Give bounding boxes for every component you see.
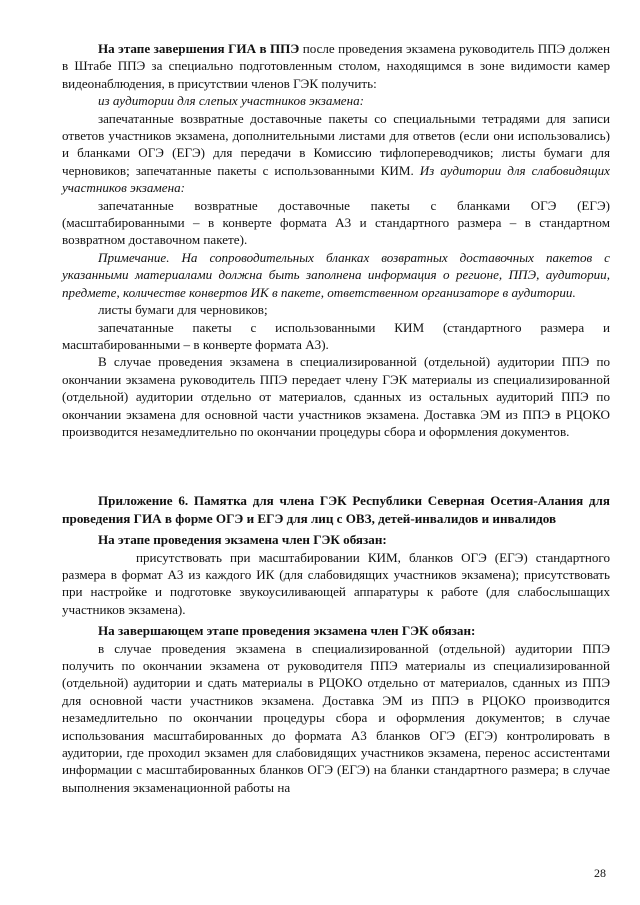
lowvision-room-item: запечатанные возвратные доставочные пакеты с бланками ОГЭ (ЕГЭ) (масштабированными – в конверте формата А3 и стандартного размера – в стандартном возвратном доставочном пакете). [62,197,610,248]
note-paragraph: Примечание. На сопроводительных бланках возвратных доставочных пакетов с указанными материалами должна быть заполнена информация о регионе, ППЭ, аудитории, предмете, количестве конвертов ИК в пакете, ответственном организаторе в аудитории. [62,249,610,300]
page-number: 28 [594,866,606,880]
completion-stage-lead: На этапе завершения ГИА в ППЭ [98,41,300,56]
paragraph-completion-stage [62,40,610,92]
blind-room-heading: из аудитории для слепых участников экзамена: [98,93,365,109]
during-exam-heading: На этапе проведения экзамена член ГЭК обязан: [98,532,387,548]
blind-room-item [62,110,610,197]
appendix-title: Приложение 6. Памятка для члена ГЭК Республики Северная Осетия-Алания для проведения ГИА в форме ОГЭ и ЕГЭ для лиц с ОВЗ, детей-инвалидов и инвалидов [62,493,610,526]
document-page [62,40,610,796]
special-room-paragraph: В случае проведения экзамена в специализированной (отдельной) аудитории ППЭ по окончании экзамена руководитель ППЭ передает члену ГЭК материалы из специализированной (отдельной) аудитории отдельно от материалов, сданных из остальных аудиторий ППЭ по окончании экзамена для основной части участников экзамена. Доставка ЭМ из ППЭ в РЦОКО производится незамедлительно по окончании процедуры сбора и оформления документов. [62,354,610,439]
drafts-paragraph: листы бумаги для черновиков; [98,302,268,318]
during-exam-text: присутствовать при масштабировании КИМ, бланков ОГЭ (ЕГЭ) стандартного размера в формат А3 из каждого ИК (для слабовидящих участников экзамена); присутствовать при настройке и подготовке звукоусиливающей аппаратуры к работе (для слабослышащих участников экзамена). [62,549,610,617]
section-gap [62,440,610,492]
lowvision-room-heading: Из аудитории для слабовидящих участников экзамена: [62,162,610,196]
completion-stage-text: после проведения экзамена руководитель ППЭ должен в Штабе ППЭ за специально подготовленным столом, находящимся в зоне видимости камер видеонаблюдения, в присутствии членов ГЭК получить: [62,41,610,91]
kim-paragraph: запечатанные пакеты с использованными КИМ (стандартного размера и масштабированными – в конверте формата А3). [62,319,610,352]
final-stage-text: в случае проведения экзамена в специализированной (отдельной) аудитории ППЭ получить по окончании экзамена от руководителя ППЭ материалы из специализированной (отдельной) аудитории и сдать материалы в РЦОКО отдельно от материалов, сданных из ППЭ для основной части участников экзамена. Доставка ЭМ из ППЭ в РЦОКО производится незамедлительно по окончании процедуры сбора и оформления документов; в случае использования масштабированных до формата А3 бланков ОГЭ (ЕГЭ) контролировать в аудитории, где проходил экзамен для слабовидящих участников экзамена, перенос ассистентами информации с масштабированных бланков ОГЭ (ЕГЭ) на бланки стандартного размера; в случае выполнения экзаменационной работы на [62,640,610,795]
final-stage-heading: На завершающем этапе проведения экзамена член ГЭК обязан: [98,623,476,639]
blind-room-item-text: запечатанные возвратные доставочные пакеты со специальными тетрадями для записи ответов участников экзамена, дополнительными листами для ответов (если они использовались) и бланками ОГЭ (ЕГЭ) для передачи в Комиссию тифлопереводчиков; листы бумаги для черновиков; запечатанные пакеты с использованными КИМ. [62,110,610,178]
